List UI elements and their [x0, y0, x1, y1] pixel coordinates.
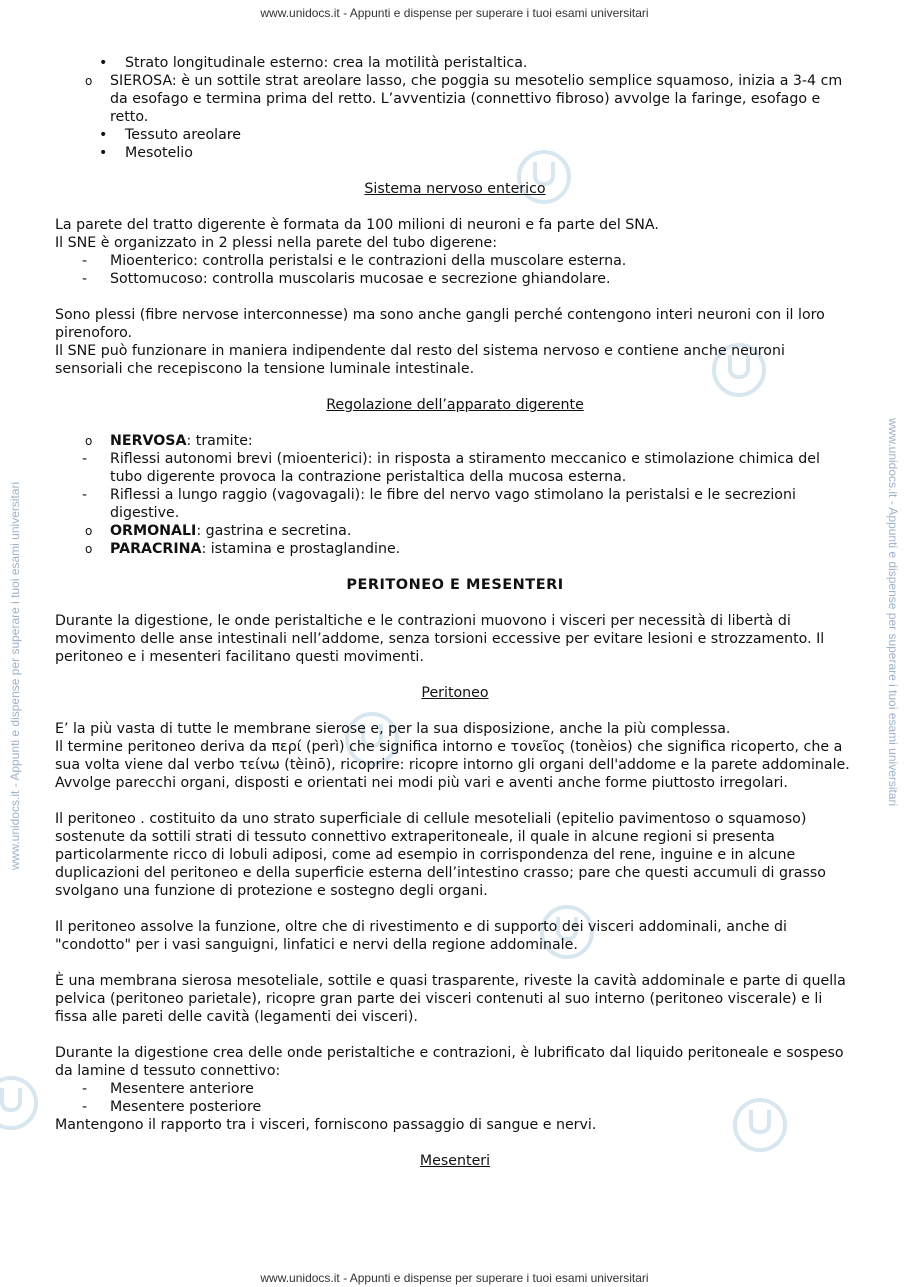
- list-item: [55, 270, 855, 288]
- list-item: [55, 72, 855, 126]
- list-item-text: Mesotelio: [125, 145, 193, 161]
- list-item: [55, 486, 855, 522]
- dash-marker: -: [82, 1099, 88, 1115]
- bullet-marker: •: [99, 55, 108, 71]
- section-heading: Peritoneo: [421, 685, 489, 701]
- list-item-text: Riflessi autonomi brevi (mioenterici): in risposta a stiramento meccanico e stimolazione chimica del tubo digerente provoca la contrazione peristaltica della mucosa esterna.: [110, 451, 820, 485]
- list-item: [55, 252, 855, 270]
- term-bold: ORMONALI: [110, 523, 197, 539]
- page-footer: www.unidocs.it - Appunti e dispense per superare i tuoi esami universitari: [260, 1271, 649, 1285]
- paragraph: Il SNE può funzionare in maniera indipendente dal resto del sistema nervoso e contiene anche neuroni sensoriali che recepiscono la tensione luminale intestinale.: [55, 343, 785, 377]
- section-heading: Regolazione dell’apparato digerente: [326, 397, 584, 413]
- list-item-text: Tessuto areolare: [125, 127, 242, 143]
- list-item-text: SIEROSA: è un sottile strat areolare lasso, che poggia su mesotelio semplice squamoso, inizia a 3-4 cm da esofago e termina prima del retto. L’avventizia (connettivo fibroso) avvolge la faringe, esofago e retto.: [110, 73, 843, 125]
- list-item-text: Sottomucoso: controlla muscolaris mucosae e secrezione ghiandolare.: [110, 271, 611, 287]
- list-item-text: : gastrina e secretina.: [196, 523, 352, 539]
- paragraph: E’ la più vasta di tutte le membrane sierose e, per la sua disposizione, anche la più complessa.: [55, 721, 731, 737]
- paragraph: È una membrana sierosa mesoteliale, sottile e quasi trasparente, riveste la cavità addominale e parte di quella pelvica (peritoneo parietale), ricopre gran parte dei visceri contenuti al suo interno (peritoneo viscerale) e li fissa alle pareti delle cavità (legamenti dei visceri).: [55, 973, 846, 1025]
- paragraph: Il termine peritoneo deriva da περί (perì) che significa intorno e τονεῖος (tonèios) che significa ricoperto, che a sua volta viene dal verbo τείνω (tèinō), ricoprire: ricopre intorno gli organi dell'addome e la parete addominale.: [55, 739, 850, 773]
- term-bold: NERVOSA: [110, 433, 187, 449]
- dash-marker: -: [82, 451, 88, 467]
- list-item: [55, 450, 855, 486]
- list-item: [55, 1098, 855, 1116]
- dash-marker: -: [82, 1081, 88, 1097]
- list-item: [55, 540, 855, 558]
- list-item-text: Mesentere anteriore: [110, 1081, 254, 1097]
- circle-marker: o: [85, 524, 93, 538]
- paragraph: Mantengono il rapporto tra i visceri, forniscono passaggio di sangue e nervi.: [55, 1117, 597, 1133]
- paragraph: Avvolge parecchi organi, disposti e orientati nei modi più vari e aventi anche forme piuttosto irregolari.: [55, 775, 788, 791]
- list-item: [55, 432, 855, 450]
- circle-marker: o: [85, 74, 93, 88]
- chapter-heading: PERITONEO E MESENTERI: [346, 577, 564, 593]
- dash-marker: -: [82, 271, 88, 287]
- list-item-text: Riflessi a lungo raggio (vagovagali): le fibre del nervo vago stimolano la peristalsi e le secrezioni digestive.: [110, 487, 796, 521]
- side-watermark-right: www.unidocs.it - Appunti e dispense per superare i tuoi esami universitari: [886, 418, 900, 807]
- list-item-text: Mioenterico: controlla peristalsi e le contrazioni della muscolare esterna.: [110, 253, 627, 269]
- side-watermark-left: www.unidocs.it - Appunti e dispense per superare i tuoi esami universitari: [8, 481, 22, 870]
- bullet-marker: •: [99, 127, 108, 143]
- section-heading: Sistema nervoso enterico: [364, 181, 546, 197]
- list-item: [55, 522, 855, 540]
- bullet-marker: •: [99, 145, 108, 161]
- paragraph: Il peritoneo . costituito da uno strato superficiale di cellule mesoteliali (epitelio pavimentoso o squamoso) sostenute da sottili strati di tessuto connettivo extraperitoneale, il quale in alcune regioni si presenta particolarmente ricco di lobuli adiposi, come ad esempio in corrispondenza del rene, inguine e in alcune duplicazioni del peritoneo e della superficie esterna dell’intestino crasso; pare che questi accumuli di grasso svolgano una funzione di protezione e sostegno degli organi.: [55, 811, 826, 899]
- circle-marker: o: [85, 542, 93, 556]
- section-heading: Mesenteri: [419, 1153, 491, 1169]
- list-item: [55, 1080, 855, 1098]
- list-item-text: Mesentere posteriore: [110, 1099, 262, 1115]
- list-item: [55, 126, 855, 144]
- circle-marker: o: [85, 434, 93, 448]
- list-item: [55, 54, 855, 72]
- paragraph: La parete del tratto digerente è formata da 100 milioni di neuroni e fa parte del SNA.: [55, 217, 659, 233]
- paragraph: Durante la digestione, le onde peristaltiche e le contrazioni muovono i visceri per necessità di libertà di movimento delle anse intestinali nell’addome, senza torsioni eccessive per evitare lesioni e strozzamento. Il peritoneo e i mesenteri facilitano questi movimenti.: [55, 613, 825, 665]
- page-header: www.unidocs.it - Appunti e dispense per superare i tuoi esami universitari: [260, 6, 649, 20]
- paragraph: Sono plessi (fibre nervose interconnesse) ma sono anche gangli perché contengono interi neuroni con il loro pirenoforo.: [55, 307, 825, 341]
- dash-marker: -: [82, 253, 88, 269]
- document-body: [55, 54, 855, 1170]
- term-bold: PARACRINA: [110, 541, 202, 557]
- paragraph: Il peritoneo assolve la funzione, oltre che di rivestimento e di supporto dei visceri addominali, anche di "condotto" per i vasi sanguigni, linfatici e nervi della regione addominale.: [55, 919, 787, 953]
- list-item-text: : tramite:: [186, 433, 253, 449]
- paragraph: Durante la digestione crea delle onde peristaltiche e contrazioni, è lubrificato dal liquido peritoneale e sospeso da lamine d tessuto connettivo:: [55, 1045, 844, 1079]
- paragraph: Il SNE è organizzato in 2 plessi nella parete del tubo digerene:: [55, 235, 498, 251]
- list-item-text: : istamina e prostaglandine.: [201, 541, 401, 557]
- dash-marker: -: [82, 487, 88, 503]
- watermark-logo-icon: [0, 1076, 38, 1130]
- list-item: [55, 144, 855, 162]
- list-item-text: Strato longitudinale esterno: crea la motilità peristaltica.: [125, 55, 528, 71]
